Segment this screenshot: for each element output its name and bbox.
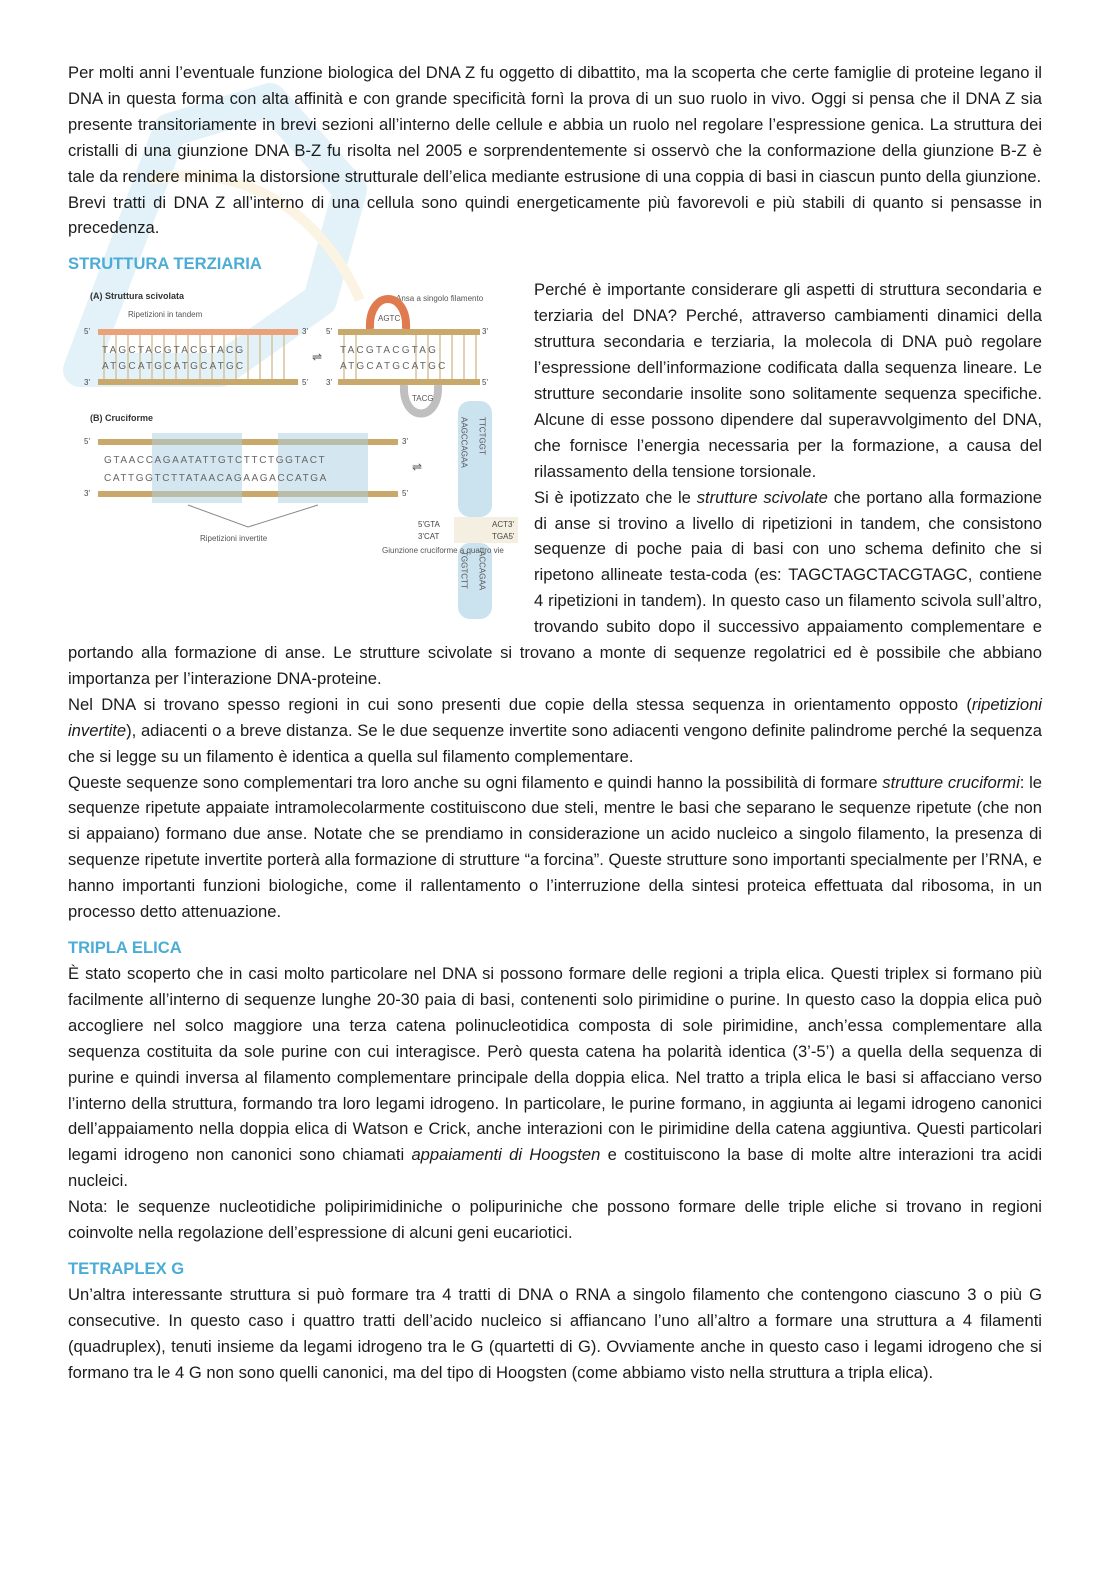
duplex-a-right — [326, 299, 488, 414]
equilibrium-arrow-a: ⇌ — [312, 350, 323, 365]
duplex-b-left — [84, 433, 408, 543]
svg-text:3': 3' — [402, 437, 408, 447]
svg-text:5': 5' — [302, 378, 308, 388]
terziaria-paragraph-1: Perché è importante considerare gli aspetti di struttura secondaria e terziaria del DNA? Perché, attraverso cambiamenti dinamici della struttura secondaria e terziaria, la molecola di DNA può regolare l’espressione dell’informazione codificata dalla sequenza lineare. Le strutture secondarie insolite sono solitamente sequenza specifiche. Alcune di esse possono dipendere dal superavvolgimento del DNA, che fornisce l’energia necessaria per la formazione, a causa del rilassamento della tensione torsionale. — [534, 280, 1042, 481]
figure-label-ansa: Ansa a singolo filamento — [396, 294, 484, 304]
svg-text:5': 5' — [84, 327, 90, 337]
term-ripetizioni-invertite: ripetizioni invertite — [68, 694, 1042, 740]
tripla-nota: Nota: le sequenze nucleotidiche polipirimidiniche o polipuriniche che possono formare delle triple eliche si trovano in regioni coinvolte nella regolazione dell’espressione di alcuni geni eucariotici. — [68, 1197, 1042, 1243]
tripla-paragraph-1: È stato scoperto che in casi molto particolare nel DNA si possono formare delle regioni a tripla elica. Questi triplex si formano più facilmente all’interno di sequenze lunghe 20-30 paia di basi, contenenti solo pirimidine o purine. In questo caso la doppia elica può accogliere nel solco maggiore una terza catena polinucleotidica composta di sole pirimidine, anch’essa complementare alla sequenza costituita da sole purine con cui interagisce. Però questa catena ha polarità identica (3’-5’) a quella della sequenza di purine e quindi inversa al filamento complementare principale della doppia elica. Nel tratto a tripla elica le basi si affacciano verso l’interno della struttura, formando tra loro legami idrogeno. In particolare, le purine formano, in aggiunta ai legami idrogeno canonici dell’appaiamento nella doppia elica di Watson e Crick, anche interazioni con le pirimidine della catena aggiuntiva. Questi particolari legami idrogeno non canonici sono chiamati appaiamenti di Hoogsten e costituiscono la base di molte altre interazioni tra acidi nucleici. — [68, 964, 1043, 1191]
svg-text:TGA5': TGA5' — [492, 532, 515, 542]
terziaria-paragraph-3: Nel DNA si trovano spesso regioni in cui sono presenti due copie della stessa sequenza in orientamento opposto (ripetizioni invertite), adiacenti o a breve distanza. Se le due sequenze invertite sono adiacenti vengono definite palindrome perché la sequenza che si legge su un filamento è identica a quella sul filamento complementare. — [68, 694, 1042, 766]
cross-top-bases: AAGCCAGAA — [459, 417, 469, 469]
document-page — [68, 60, 1042, 1386]
cross-top-r-bases: TTCTGGT — [477, 417, 487, 456]
svg-text:3': 3' — [482, 327, 488, 337]
seq-a2-top: TACGTACGTAG — [340, 345, 439, 357]
figure-label-invertite: Ripetizioni invertite — [200, 534, 268, 544]
figure-label-giunzione: Giunzione cruciforme a quattro vie — [382, 546, 504, 556]
seq-b-top: GTAACCAGAATATTGTCTTCTGGTACT — [104, 455, 327, 467]
svg-text:Giunzione cruciforme a quattro — [382, 546, 504, 555]
svg-text:5': 5' — [84, 437, 90, 447]
svg-text:3': 3' — [84, 489, 90, 499]
svg-text:5': 5' — [326, 327, 332, 337]
terziaria-paragraph-2: Si è ipotizzato che le strutture scivolate che portano alla formazione di anse si trovino a livello di ripetizioni in tandem, che consistono sequenze di poche paia di basi con uno schema definito che si ripetono allineate testa-coda (es: TAGCTAGCTACGTAGC, contiene 4 ripetizioni in tandem). In questo caso un filamento scivola sull’altro, trovando subito dopo il successivo appaiamento complementare e portando alla formazione di anse. Le strutture scivolate si trovano a monte di sequenze regolatrici ed è possibile che abbiano importanza per l’interazione DNA-proteine. — [68, 487, 1042, 688]
svg-text:3': 3' — [326, 378, 332, 388]
cruciform-structure — [382, 401, 518, 619]
terziaria-paragraph-4: Queste sequenze sono complementari tra loro anche su ogni filamento e quindi hanno la possibilità di formare strutture cruciformi: le sequenze ripetute appaiate intramolecolarmente costituiscono due steli, mentre le basi che separano le sequenze ripetute (che non si appaiano) formano due anse. Notate che se prendiamo in considerazione un acido nucleico a singolo filamento, la presenza di sequenze ripetute invertite porterà alla formazione di strutture “a forcina”. Queste strutture sono importanti specialmente per l’RNA, e hanno importanti funzioni biologiche, come il rallentamento o l’interruzione della sintesi proteica effettuata dal ribosoma, in un processo detto attenuazione. — [68, 772, 1042, 922]
cross-bottom-bases: TGGTCTT — [459, 551, 469, 590]
seq-a2-bottom: ATGCATGCATGC — [340, 361, 448, 373]
svg-text:3': 3' — [302, 327, 308, 337]
seq-a-bottom: ATGCATGCATGCATGC — [102, 361, 246, 373]
figure-label-b: (B) Cruciforme — [90, 413, 154, 424]
svg-text:ACT3': ACT3' — [492, 520, 514, 530]
term-strutture-cruciformi: strutture cruciformi — [882, 772, 1020, 792]
intro-paragraph-1: Per molti anni l’eventuale funzione biologica del DNA Z fu oggetto di dibattito, ma la scoperta che certe famiglie di proteine legano il DNA in questa forma con alta affinità e con grande specificità fornì la prova di un suo ruolo in vivo. Oggi si pensa che il DNA Z sia presente transitoriamente in brevi sezioni all’interno delle cellule e abbia un ruolo nel regolare l’espressione genica. La struttura dei cristalli di una giunzione DNA B-Z fu risolta nel 2005 e sorprendentemente si osservò che la conformazione della giunzione B-Z è tale da rendere minima la distorsione strutturale dell’elica mediante estrusione di una coppia di basi in ciascun punto della giunzione. — [68, 63, 1042, 186]
equilibrium-arrow-b: ⇌ — [412, 460, 423, 475]
svg-text:3'CAT: 3'CAT — [418, 532, 440, 542]
heading-tripla-elica: TRIPLA ELICA — [68, 938, 182, 957]
seq-a-top: TAGCTACGTACGTACG — [102, 345, 246, 357]
tetraplex-paragraph-1: Un’altra interessante struttura si può formare tra 4 tratti di DNA o RNA a singolo filamento che contengono ciascuno 3 o più G consecutive. In questo caso i quattro tratti dell’acido nucleico si affiancano l’uno all’altro a formare una struttura a 4 filamenti (quadruplex), tenuti insieme da legami idrogeno tra le G (quartetti di G). Ovviamente anche in questo caso i legami idrogeno che si formano tra le 4 G non sono quelli canonici, ma del tipo di Hoogsten (come abbiamo visto nella struttura a tripla elica). — [68, 1284, 1042, 1382]
term-appaiamenti-hoogsten: appaiamenti di Hoogsten — [411, 1145, 601, 1165]
loop-bottom-bases: TACG — [412, 394, 434, 404]
term-strutture-scivolate: strutture scivolate — [696, 487, 828, 507]
duplex-a-left — [84, 327, 308, 387]
heading-tetraplex-g: TETRAPLEX G — [68, 1258, 185, 1278]
dna-structures-figure — [68, 281, 520, 627]
figure-label-tandem: Ripetizioni in tandem — [128, 310, 203, 320]
svg-text:3': 3' — [84, 378, 90, 388]
svg-text:5': 5' — [482, 378, 488, 388]
loop-top-bases: AGTC — [378, 314, 401, 324]
svg-text:5'GTA: 5'GTA — [418, 520, 440, 530]
intro-paragraph-2: Brevi tratti di DNA Z all’interno di una cellula sono quindi energeticamente più favorevoli e più stabili di quanto si pensasse in precedenza. — [68, 192, 1042, 238]
cross-bottom-r-bases: ACCAGAA — [477, 551, 487, 591]
seq-b-bottom: CATTGGTCTTATAACAGAAGACCATGA — [104, 473, 328, 485]
heading-struttura-terziaria: STRUTTURA TERZIARIA — [68, 254, 262, 274]
svg-text:5': 5' — [402, 489, 408, 499]
figure-label-a: (A) Struttura scivolata — [90, 291, 185, 302]
